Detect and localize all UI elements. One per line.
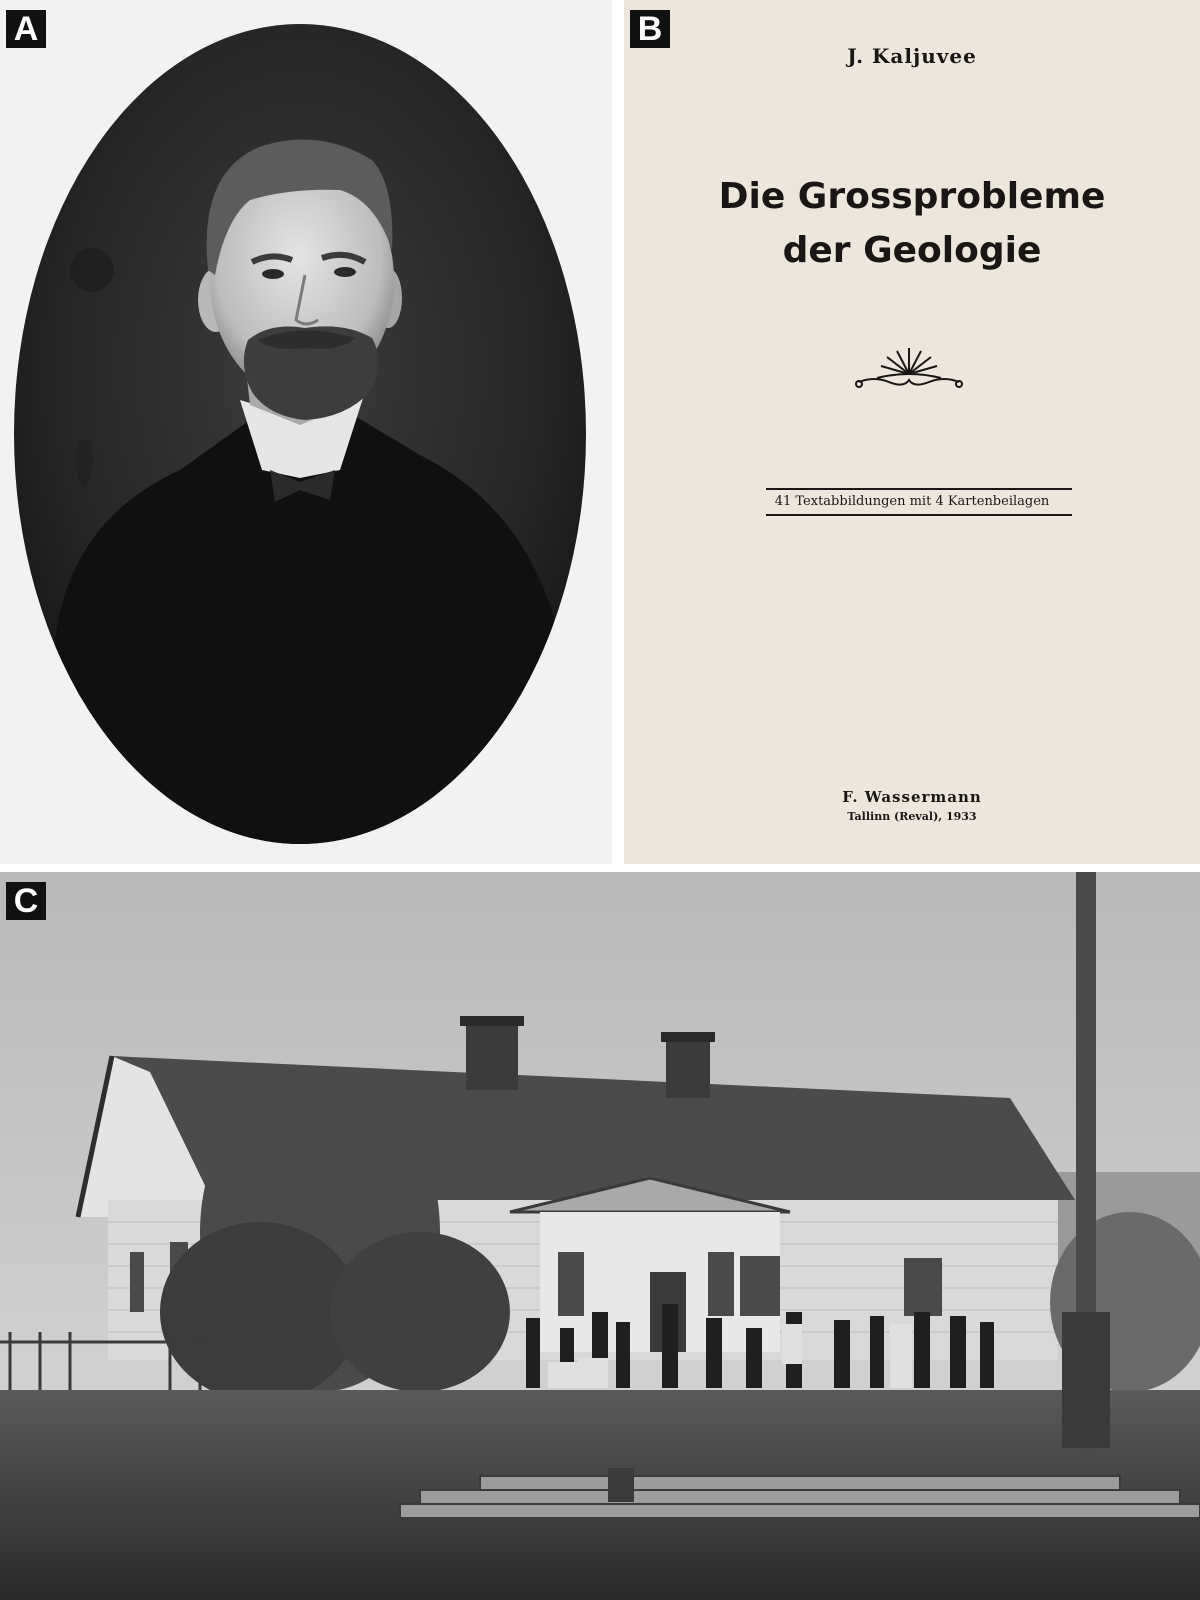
- book-publisher: F. Wassermann: [842, 788, 982, 806]
- panel-a: [0, 0, 612, 864]
- window: [740, 1256, 780, 1316]
- book-author: J. Kaljuvee: [847, 44, 977, 68]
- book-title-line-1: Die Grossprobleme: [718, 176, 1106, 217]
- chimney-left: [466, 1022, 518, 1090]
- chimney-right: [666, 1038, 710, 1098]
- panel-c: [0, 872, 1200, 1600]
- bottom-rule: [766, 514, 1072, 516]
- window: [708, 1252, 734, 1316]
- sunrise-ornament-icon: [849, 340, 969, 400]
- portrait-photo: [0, 0, 612, 864]
- panel-label-b: B: [630, 10, 670, 48]
- house-photo: [0, 872, 1200, 1600]
- book-title-line-2: der Geologie: [782, 230, 1042, 271]
- panel-label-c: C: [6, 882, 46, 920]
- lumber-pile: [400, 1476, 1200, 1518]
- panel-label-a: A: [6, 10, 46, 48]
- top-rule: [766, 488, 1072, 490]
- window: [904, 1258, 942, 1316]
- book-place-year: Tallinn (Reval), 1933: [847, 810, 977, 823]
- window: [558, 1252, 584, 1316]
- window: [130, 1252, 144, 1312]
- book-illustrations-note: 41 Textabbildungen mit 4 Kartenbeilagen: [774, 494, 1050, 509]
- panel-b: [624, 0, 1200, 864]
